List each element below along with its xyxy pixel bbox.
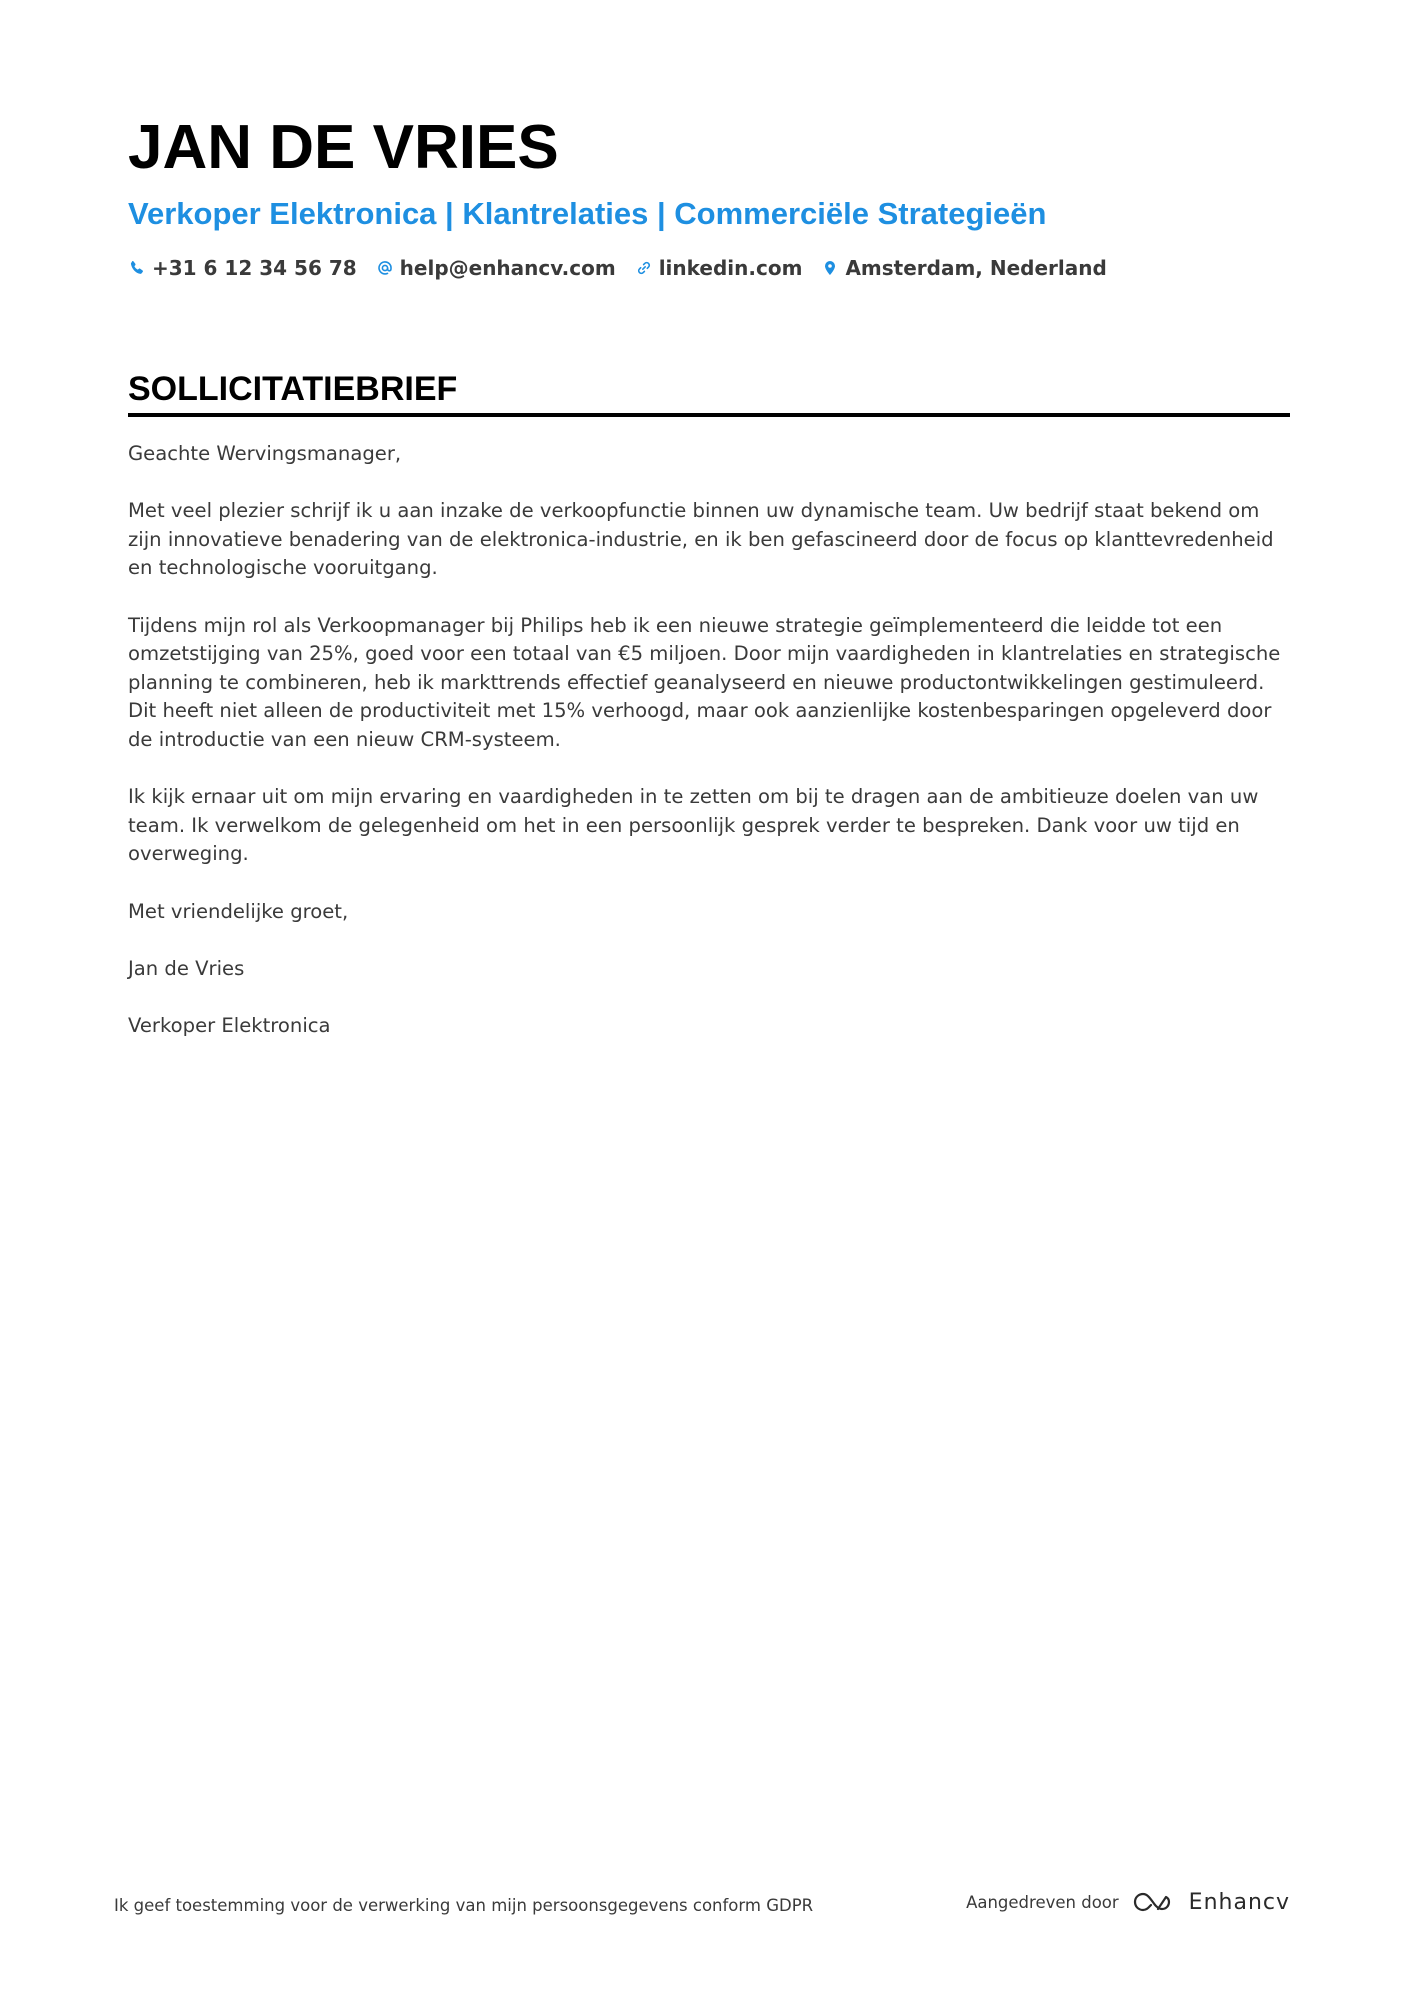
contact-email[interactable]: [376, 254, 616, 282]
powered-by[interactable]: [966, 1888, 1290, 1916]
header: [128, 112, 1288, 282]
signature-title: Verkoper Elektronica: [128, 1013, 331, 1037]
phone-number: +31 6 12 34 56 78: [152, 256, 357, 280]
contact-linkedin[interactable]: [635, 254, 803, 282]
letter-paragraph: Met veel plezier schrijf ik u aan inzake de verkoopfunctie binnen uw dynamische team. Uw bedrijf staat bekend om zijn innovatieve benadering van de elektronica-industrie, en ik ben gefascineerd door de focus op klanttevredenheid en technologische vooruitgang.: [128, 499, 1274, 580]
applicant-name: JAN DE VRIES: [128, 113, 559, 182]
section-divider: [128, 413, 1290, 417]
letter-closing: Met vriendelijke groet,: [128, 899, 349, 923]
letter-paragraph: Ik kijk ernaar uit om mijn ervaring en vaardigheden in te zetten om bij te dragen aan de ambitieuze doelen van uw team. Ik verwelkom de gelegenheid om het in een persoonlijk gesprek verder te bespreken. Dank voor uw tijd en overweging.: [128, 785, 1259, 866]
letter-paragraph: Tijdens mijn rol als Verkoopmanager bij Philips heb ik een nieuwe strategie geïmplementeerd die leidde tot een omzetstijging van 25%, goed voor een totaal van €5 miljoen. Door mijn vaardigheden in klantrelaties en strategische planning te combineren, heb ik markttrends effectief geanalyseerd en nieuwe productontwikkelingen gestimuleerd. Dit heeft niet alleen de productiviteit met 15% verhoogd, maar ook aanzienlijke kostenbesparingen opgeleverd door de introductie van een nieuw CRM-systeem.: [128, 613, 1281, 751]
enhancv-logo-icon: [1131, 1888, 1177, 1916]
section-title: SOLLICITATIEBRIEF: [128, 370, 458, 408]
phone-icon: [128, 259, 146, 277]
applicant-title: Verkoper Elektronica | Klantrelaties | Commerciële Strategieën: [128, 196, 1047, 231]
contact-location: [821, 254, 1106, 282]
contact-list: [128, 254, 1288, 282]
link-icon: [635, 259, 653, 277]
at-icon: [376, 259, 394, 277]
letter-body: [128, 440, 1288, 1040]
cover-letter-section: [128, 368, 1290, 1069]
powered-by-label: Aangedreven door: [966, 1892, 1119, 1912]
gdpr-consent: Ik geef toestemming voor de verwerking van mijn persoonsgegevens conform GDPR: [114, 1896, 814, 1915]
contact-phone: [128, 254, 357, 282]
signature-name: Jan de Vries: [128, 956, 245, 980]
location-text: Amsterdam, Nederland: [845, 256, 1107, 280]
location-pin-icon: [821, 259, 839, 277]
email-address: help@enhancv.com: [399, 256, 616, 280]
linkedin-link: linkedin.com: [658, 256, 803, 280]
brand-name: Enhancv: [1188, 1889, 1290, 1915]
letter-greeting: Geachte Wervingsmanager,: [128, 442, 402, 465]
